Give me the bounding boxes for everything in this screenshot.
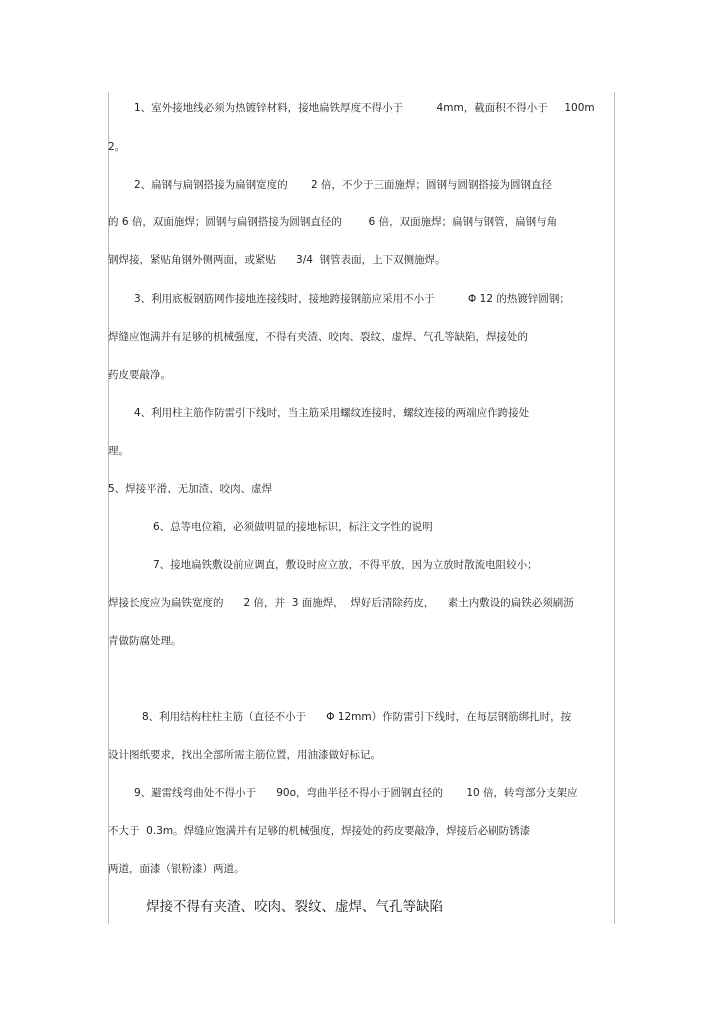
paragraph-2-line-3: 钢焊接，紧贴角钢外侧两面，或紧贴 3/4 钢管表面，上下双侧施焊。 [108, 254, 446, 266]
paragraph-4-line-2: 理。 [108, 445, 129, 457]
paragraph-9-line-1: 9、避雷线弯曲处不得小于 90o，弯曲半径不得小于圆钢直径的 10 倍，转弯部分支架应 [134, 787, 578, 799]
paragraph-9-line-3: 两道，面漆（银粉漆）两道。 [108, 863, 245, 875]
paragraph-1-line-1: 1、室外接地线必须为热镀锌材料，接地扁铁厚度不得小于 4mm，截面积不得小于 100m [134, 102, 595, 114]
paragraph-7-line-3: 青做防腐处理。 [108, 635, 182, 647]
paragraph-9-line-2: 不大于 0.3m。焊缝应饱满并有足够的机械强度，焊接处的药皮要敲净，焊接后必刷防锈漆 [108, 825, 531, 837]
paragraph-2-line-2: 的 6 倍，双面施焊；圆钢与扁钢搭接为圆钢直径的 6 倍，双面施焊；扁钢与钢管，扁钢与角 [108, 216, 558, 228]
paragraph-2-line-1: 2、扁钢与扁钢搭接为扁钢宽度的 2 倍，不少于三面施焊；圆钢与圆钢搭接为圆钢直径 [134, 179, 553, 191]
paragraph-4-line-1: 4、利用柱主筋作防雷引下线时，当主筋采用螺纹连接时，螺纹连接的两端应作跨接处 [134, 407, 530, 419]
paragraph-6-line-1: 6、总等电位箱，必须做明显的接地标识，标注文字性的说明 [153, 521, 433, 533]
paragraph-5-line-1: 5、焊接平滑、无加渣、咬肉、虚焊 [108, 483, 273, 495]
paragraph-7-line-1: 7、接地扁铁敷设前应调直，敷设时应立放，不得平放，因为立放时散流电阻较小； [153, 559, 538, 571]
right-border-line [614, 92, 615, 924]
paragraph-1-line-2: 2。 [108, 141, 126, 153]
paragraph-7-line-2: 焊接长度应为扁铁宽度的 2 倍，并 3 面施焊， 焊好后清除药皮， 素土内敷设的扁铁必须刷沥 [108, 597, 574, 609]
paragraph-8-line-1: 8、利用结构柱柱主筋（直径不小于 Φ 12mm）作防雷引下线时，在每层钢筋绑扎时，按 [142, 711, 572, 723]
summary-heading: 焊接不得有夹渣、咬肉、裂纹、虚焊、气孔等缺陷 [146, 899, 443, 915]
paragraph-3-line-2: 焊缝应饱满并有足够的机械强度，不得有夹渣、咬肉、裂纹、虚焊、气孔等缺陷，焊接处的 [108, 331, 528, 343]
paragraph-3-line-1: 3、利用底板钢筋网作接地连接线时，接地跨接钢筋应采用不小于 Φ 12 的热镀锌圆钢； [134, 293, 570, 305]
paragraph-3-line-3: 药皮要敲净。 [108, 369, 171, 381]
paragraph-8-line-2: 设计图纸要求，找出全部所需主筋位置，用油漆做好标记。 [108, 749, 381, 761]
